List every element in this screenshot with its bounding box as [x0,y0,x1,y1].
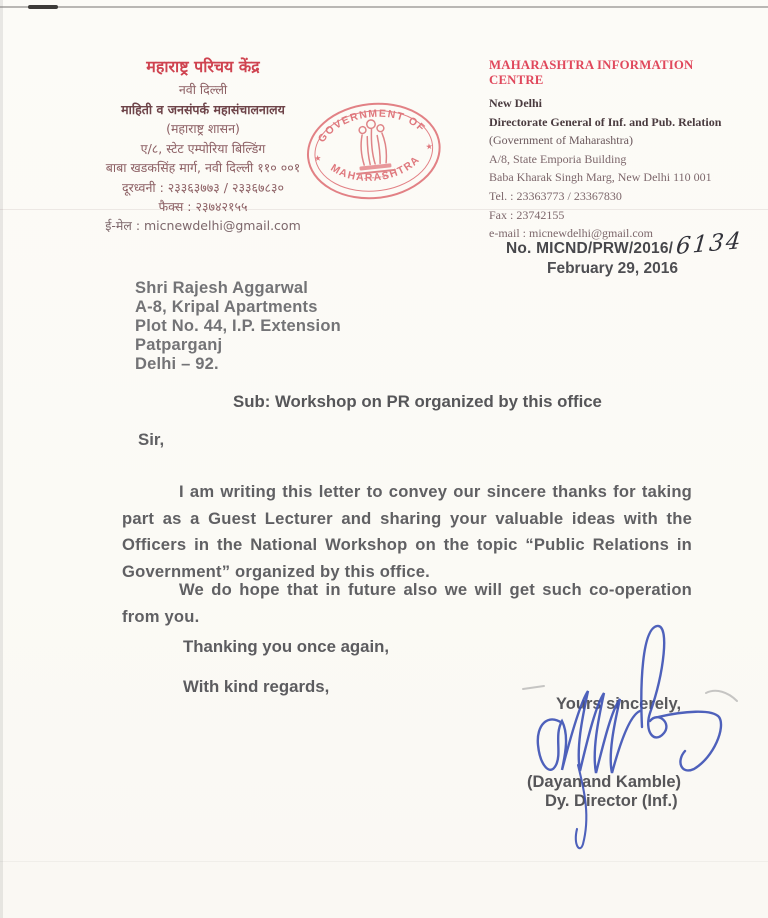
address2-marathi: बाबा खडकसिंह मार्ग, नवी दिल्ली ११० ००१ [105,160,301,175]
city-english: New Delhi [489,96,542,110]
address2-english: Baba Kharak Singh Marg, New Delhi 110 001 [489,170,712,185]
fax-marathi: फैक्स : २३७४२१५५ [158,199,248,214]
subject-line: Sub: Workshop on PR organized by this office [233,392,602,411]
stamp-star-left-icon: ★ [313,153,322,164]
stamp-top-text: GOVERNMENT OF [315,107,428,145]
paper-crease-lower [0,861,768,862]
closing-line-1: Thanking you once again, [183,637,390,656]
address1-marathi: ए/८, स्टेट एम्पोरिया बिल्डिंग [140,140,266,156]
body-paragraph-2: We do hope that in future also we will get such co-operation from you. [122,580,692,626]
signatory-name: (Dayanand Kamble) [527,773,682,791]
closing-line-2: With kind regards, [183,677,330,696]
phone-marathi: दूरध्वनी : २३३६३७७३ / २३३६७८३० [122,179,284,195]
reference-number-label: No. MICND/PRW/2016/ [506,240,674,257]
government-of-maharashtra-stamp [295,91,454,216]
tel-english: Tel. : 23363773 / 23367830 [489,188,622,203]
handwritten-signature [492,615,757,860]
dept-english: Directorate General of Inf. and Pub. Relation [489,114,722,129]
email-marathi: ई-मेल : micnewdelhi@gmail.com [105,217,301,233]
org-name-english: MAHARASHTRA INFORMATION CENTRE [489,58,694,87]
sign-off: Yours sincerely, [556,695,682,713]
salutation: Sir, [138,430,165,449]
recipient-address-line: A-8, Kripal Apartments [135,298,318,316]
stamp-star-right-icon: ★ [425,141,434,152]
scan-artifact-top-line [0,6,768,8]
fax-english: Fax : 23742155 [489,207,565,222]
body-paragraph-1: I am writing this letter to convey our sincere thanks for taking part as a Guest Lecturer and sharing your valuable ideas with the Officers in the National Workshop on the topic “Public Relations in Government” organized by this office. [122,482,692,581]
letterhead-right-english [489,58,739,243]
govt-english: (Government of Maharashtra) [489,133,633,148]
address1-english: A/8, State Emporia Building [489,151,627,166]
stamp-bottom-text: MAHARASHTRA [328,153,423,184]
govt-marathi: (महाराष्ट्र शासन) [166,121,240,136]
ashoka-emblem-icon [352,118,396,179]
reference-number-handwritten: 6134 [674,227,744,261]
org-name-marathi: महाराष्ट्र परिचय केंद्र [146,57,260,76]
svg-text:MAHARASHTRA [327,153,424,189]
scan-artifact-left-edge [0,0,3,918]
letter-date: February 29, 2016 [547,260,678,277]
dept-marathi: माहिती व जनसंपर्क महासंचालनालय [121,101,285,117]
recipient-address-line: Patparganj [135,336,223,354]
recipient-address-block [135,279,341,374]
recipient-address-line: Plot No. 44, I.P. Extension [135,317,341,335]
letterhead-left-marathi [80,55,326,234]
city-marathi: नवी दिल्ली [178,82,228,97]
email-english: e-mail : micnewdelhi@gmail.com [489,226,654,241]
recipient-address-line: Delhi – 92. [135,355,219,373]
recipient-name: Shri Rajesh Aggarwal [135,279,309,297]
signatory-title: Dy. Director (Inf.) [545,792,678,810]
scan-artifact-dark-mark [28,5,58,9]
